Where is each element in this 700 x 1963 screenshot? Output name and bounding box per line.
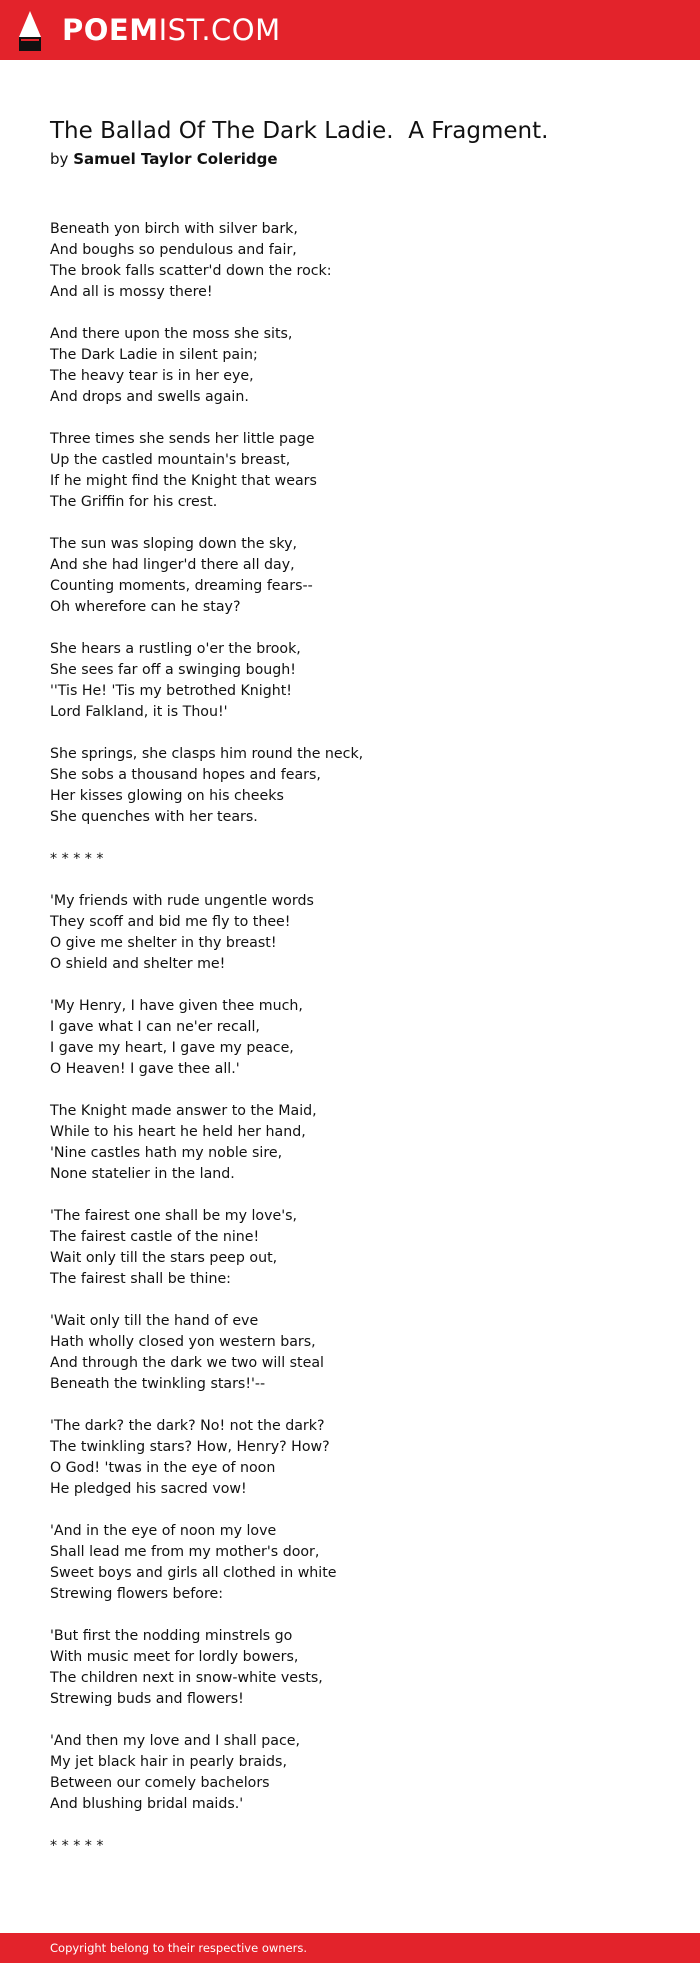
poem-line: 'The fairest one shall be my love's, [50,1208,298,1224]
site-logo-text[interactable] [62,12,281,48]
poem-line: The Knight made answer to the Maid, [50,1103,317,1119]
stanza [50,429,650,513]
author-name: Samuel Taylor Coleridge [73,150,278,168]
poem-line: 'The dark? the dark? No! not the dark? [50,1418,325,1434]
poem-line: 'But first the nodding minstrels go [50,1628,293,1644]
poem-line: Beneath yon birch with silver bark, [50,221,298,237]
stanza [50,744,650,828]
poem-line: And there upon the moss she sits, [50,326,293,342]
poem-line: O give me shelter in thy breast! [50,935,277,951]
site-footer [0,1933,700,1963]
stanza [50,849,650,870]
stanza [50,1626,650,1710]
pen-nib-icon[interactable] [18,10,42,52]
poem-body [50,219,650,1878]
stanza [50,1416,650,1500]
stanza [50,1836,650,1857]
poem-line: She sees far off a swinging bough! [50,662,296,678]
poem-line: Sweet boys and girls all clothed in white [50,1565,337,1581]
poem-line: O God! 'twas in the eye of noon [50,1460,276,1476]
poem-line: 'My friends with rude ungentle words [50,893,314,909]
poem-line: ''Tis He! 'Tis my betrothed Knight! [50,683,292,699]
stanza [50,1521,650,1605]
poem-line: Shall lead me from my mother's door, [50,1544,320,1560]
poem-line: While to his heart he held her hand, [50,1124,306,1140]
poem-line: Counting moments, dreaming fears-- [50,578,313,594]
poem-line: 'Nine castles hath my noble sire, [50,1145,283,1161]
stanza [50,1311,650,1395]
poem-line: And she had linger'd there all day, [50,557,295,573]
stanza [50,534,650,618]
poem-line: Lord Falkland, it is Thou!' [50,704,228,720]
poem-line: Oh wherefore can he stay? [50,599,241,615]
poem-line: 'My Henry, I have given thee much, [50,998,303,1014]
poem-line: And through the dark we two will steal [50,1355,324,1371]
stanza [50,324,650,408]
poem-line: The twinkling stars? How, Henry? How? [50,1439,330,1455]
poem-line: They scoff and bid me fly to thee! [50,914,291,930]
brand-bold: POEM [62,13,159,47]
poem-line: And drops and swells again. [50,389,249,405]
stanza [50,219,650,303]
poem-line: She sobs a thousand hopes and fears, [50,767,321,783]
poem-line: The fairest shall be thine: [50,1271,231,1287]
poem-line: * * * * * [50,1838,104,1854]
poem-line: * * * * * [50,851,104,867]
stanza [50,996,650,1080]
poem-line: 'And in the eye of noon my love [50,1523,277,1539]
poem-line: He pledged his sacred vow! [50,1481,247,1497]
stanza [50,1731,650,1815]
poem-line: The children next in snow-white vests, [50,1670,323,1686]
poem-line: The Griffin for his crest. [50,494,218,510]
poem-line: I gave what I can ne'er recall, [50,1019,260,1035]
by-label: by [50,150,69,168]
byline [50,148,278,170]
stanza [50,891,650,975]
poem-line: She hears a rustling o'er the brook, [50,641,301,657]
poem-line: Wait only till the stars peep out, [50,1250,278,1266]
poem-line: She springs, she clasps him round the neck, [50,746,364,762]
poem-line: Hath wholly closed yon western bars, [50,1334,316,1350]
poem-line: If he might find the Knight that wears [50,473,317,489]
poem-line: 'And then my love and I shall pace, [50,1733,300,1749]
poem-line: My jet black hair in pearly braids, [50,1754,287,1770]
poem-line: With music meet for lordly bowers, [50,1649,299,1665]
poem-line: 'Wait only till the hand of eve [50,1313,259,1329]
poem-line: O Heaven! I gave thee all.' [50,1061,240,1077]
site-header [0,0,700,60]
poem-line: And boughs so pendulous and fair, [50,242,297,258]
poem-line: O shield and shelter me! [50,956,226,972]
poem-line: The brook falls scatter'd down the rock: [50,263,332,279]
copyright-notice: Copyright belong to their respective owners. [50,1941,308,1955]
poem-line: Three times she sends her little page [50,431,315,447]
poem-line: The fairest castle of the nine! [50,1229,260,1245]
poem-line: And all is mossy there! [50,284,213,300]
brand-light: IST.COM [158,13,281,47]
poem-line: The sun was sloping down the sky, [50,536,298,552]
poem-line: Strewing buds and flowers! [50,1691,244,1707]
poem-line: And blushing bridal maids.' [50,1796,244,1812]
poem-line: Up the castled mountain's breast, [50,452,291,468]
poem-line: Her kisses glowing on his cheeks [50,788,284,804]
poem-line: Beneath the twinkling stars!'-- [50,1376,266,1392]
stanza [50,639,650,723]
poem-line: Strewing flowers before: [50,1586,223,1602]
poem-line: I gave my heart, I gave my peace, [50,1040,294,1056]
stanza [50,1206,650,1290]
stanza [50,1101,650,1185]
poem-line: She quenches with her tears. [50,809,258,825]
poem-line: Between our comely bachelors [50,1775,270,1791]
poem-line: None statelier in the land. [50,1166,235,1182]
poem-line: The heavy tear is in her eye, [50,368,254,384]
poem-line: The Dark Ladie in silent pain; [50,347,258,363]
poem-title: The Ballad Of The Dark Ladie. A Fragment. [50,118,549,144]
